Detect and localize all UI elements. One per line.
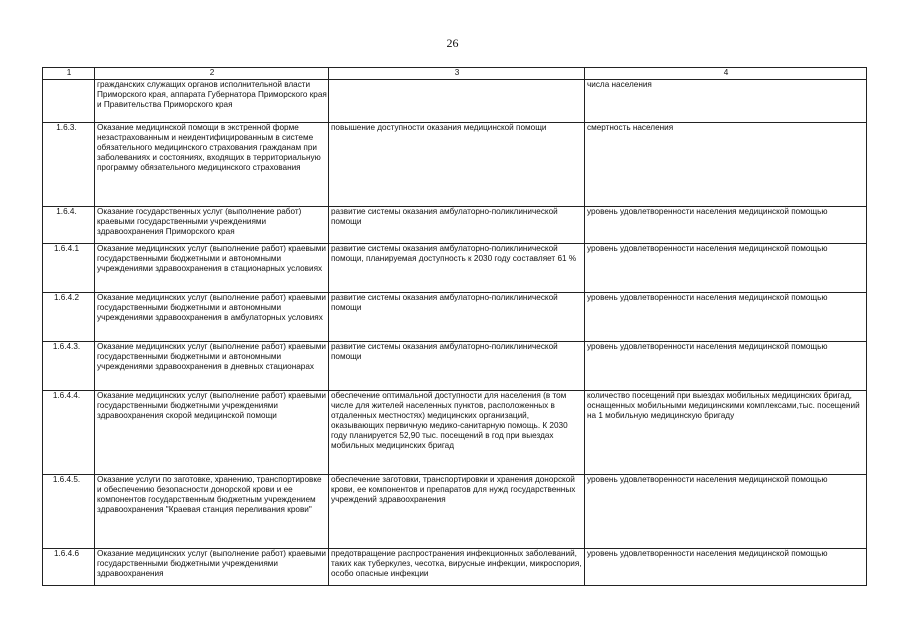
result-cell (329, 80, 585, 123)
header-col-4: 4 (585, 68, 867, 80)
result-cell: повышение доступности оказания медицинской помощи (329, 123, 585, 207)
row-number (43, 80, 95, 123)
measure-cell: Оказание медицинских услуг (выполнение работ) краевыми государственными бюджетными учреждениями здравоохранения скорой медицинской помощи (95, 391, 329, 475)
measure-cell: Оказание медицинских услуг (выполнение работ) краевыми государственными бюджетными и автономными учреждениями здравоохранения в амбулаторных условиях (95, 293, 329, 342)
program-table (42, 67, 867, 586)
indicator-cell: уровень удовлетворенности населения медицинской помощью (585, 342, 867, 391)
result-cell: обеспечение заготовки, транспортировки и хранения донорской крови, ее компонентов и препаратов для нужд государственных учреждений здравоохранения (329, 475, 585, 549)
header-col-1: 1 (43, 68, 95, 80)
indicator-cell: уровень удовлетворенности населения медицинской помощью (585, 293, 867, 342)
result-cell: развитие системы оказания амбулаторно-поликлинической помощи (329, 342, 585, 391)
table-header (43, 68, 867, 80)
page-number: 26 (446, 36, 459, 50)
measure-cell: гражданских служащих органов исполнительной власти Приморского края, аппарата Губернатора Приморского края и Правительства Приморского края (95, 80, 329, 123)
indicator-cell: количество посещений при выездах мобильных медицинских бригад, оснащенных мобильными медицинскими комплексами,тыс. посещений на 1 мобильную медицинскую бригаду (585, 391, 867, 475)
measure-cell: Оказание медицинских услуг (выполнение работ) краевыми государственными бюджетными учреждениями здравоохранения (95, 549, 329, 586)
indicator-cell: числа населения (585, 80, 867, 123)
result-cell: развитие системы оказания амбулаторно-поликлинической помощи, планируемая доступность к 2030 году составляет 61 % (329, 244, 585, 293)
table-row (43, 123, 867, 207)
result-cell: предотвращение распространения инфекционных заболеваний, таких как туберкулез, чесотка, вирусные инфекции, микроспория, особо опасные инфекции (329, 549, 585, 586)
row-number: 1.6.4.1 (43, 244, 95, 293)
header-row (43, 68, 867, 80)
indicator-cell: уровень удовлетворенности населения медицинской помощью (585, 207, 867, 244)
row-number: 1.6.4.4. (43, 391, 95, 475)
indicator-cell: уровень удовлетворенности населения медицинской помощью (585, 244, 867, 293)
measure-cell: Оказание медицинских услуг (выполнение работ) краевыми государственными бюджетными и автономными учреждениями здравоохранения в дневных стационарах (95, 342, 329, 391)
row-number: 1.6.4. (43, 207, 95, 244)
row-number: 1.6.3. (43, 123, 95, 207)
indicator-cell: уровень удовлетворенности населения медицинской помощью (585, 475, 867, 549)
measure-cell: Оказание государственных услуг (выполнение работ) краевыми государственными учреждениями здравоохранения Приморского края (95, 207, 329, 244)
table-row (43, 80, 867, 123)
table-row (43, 244, 867, 293)
row-number: 1.6.4.2 (43, 293, 95, 342)
table-row (43, 207, 867, 244)
table-body (43, 80, 867, 586)
row-number: 1.6.4.6 (43, 549, 95, 586)
measure-cell: Оказание медицинских услуг (выполнение работ) краевыми государственными бюджетными и автономными учреждениями здравоохранения в стационарных условиях (95, 244, 329, 293)
row-number: 1.6.4.3. (43, 342, 95, 391)
table-row (43, 293, 867, 342)
table-row (43, 549, 867, 586)
header-col-3: 3 (329, 68, 585, 80)
indicator-cell: уровень удовлетворенности населения медицинской помощью (585, 549, 867, 586)
result-cell: развитие системы оказания амбулаторно-поликлинической помощи (329, 293, 585, 342)
result-cell: обеспечение оптимальной доступности для населения (в том числе для жителей населенных пунктов, расположенных в отдаленных местностях) медицинских организаций, оказывающих первичную медико-санитарную помощь. К 2030 году планируется 52,90 тыс. посещений в год при выездах мобильных медицинских бригад (329, 391, 585, 475)
result-cell: развитие системы оказания амбулаторно-поликлинической помощи (329, 207, 585, 244)
table-row (43, 475, 867, 549)
indicator-cell: смертность населения (585, 123, 867, 207)
header-col-2: 2 (95, 68, 329, 80)
table-row (43, 342, 867, 391)
measure-cell: Оказание медицинской помощи в экстренной форме незастрахованным и неидентифицированным в системе обязательного медицинского страхования гражданам при заболеваниях и состояниях, входящих в территориальную программу обязательного медицинского страхования (95, 123, 329, 207)
measure-cell: Оказание услуги по заготовке, хранению, транспортировке и обеспечению безопасности донорской крови и ее компонентов государственным бюджетным учреждением здравоохранения "Краевая станция переливания крови" (95, 475, 329, 549)
row-number: 1.6.4.5. (43, 475, 95, 549)
table-row (43, 391, 867, 475)
